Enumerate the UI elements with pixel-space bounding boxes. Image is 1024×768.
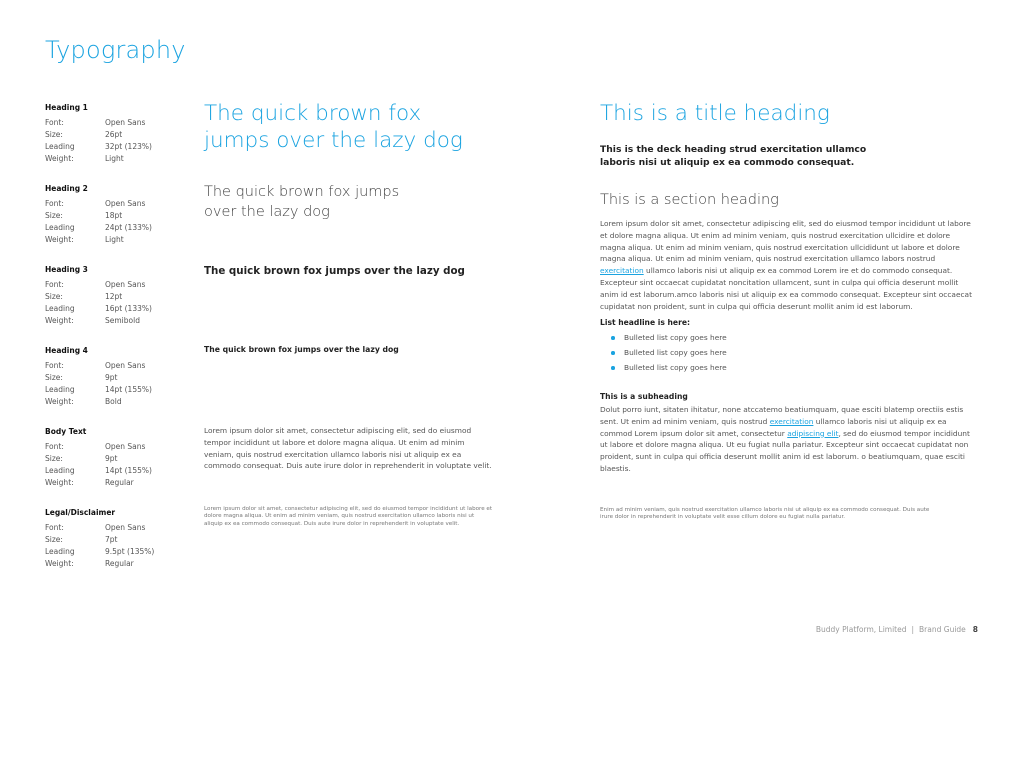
subheading: This is a subheading: [600, 392, 688, 401]
body-text-segment: ullamco laboris nisi ut aliquip ex ea commod Lorem ipsum dolor sit amet, consectetur: [600, 416, 947, 438]
spec-value: 9pt: [105, 373, 118, 382]
spec-value: 7pt: [105, 535, 118, 544]
spec-legal-disclaimer: [45, 508, 195, 570]
spec-name: Heading 1: [45, 103, 88, 112]
spec-value: Light: [105, 235, 124, 244]
spec-font-row: [45, 441, 195, 453]
list-item-text: Bulleted list copy goes here: [624, 348, 727, 357]
heading-1-sample: The quick brown fox jumps over the lazy dog: [204, 101, 463, 153]
bullet-dot-icon: [611, 366, 615, 370]
spec-label: Weight:: [45, 235, 74, 244]
spec-weight-row: [45, 234, 195, 246]
spec-value: Open Sans: [105, 442, 146, 451]
spec-weight-row: [45, 477, 195, 489]
spec-label: Font:: [45, 523, 64, 532]
deck-heading: This is the deck heading strud exercitation ullamco laboris nisi ut aliquip ex ea commodo consequat.: [600, 144, 867, 168]
spec-label: Font:: [45, 361, 64, 370]
spec-heading-2: [45, 184, 195, 246]
spec-label: Size:: [45, 130, 63, 139]
spec-value: Regular: [105, 559, 134, 568]
spec-value: 12pt: [105, 292, 123, 301]
spec-size-row: [45, 453, 195, 465]
spec-name: Heading 2: [45, 184, 88, 193]
body-text-segment: ullamco laboris nisi ut aliquip ex ea commod Lorem ire et do commodo consequat. Excepteur sint occaecat cupidatat noncitation ullamcent, sunt in culpa qui officia deserunt mollit anim id est laborum.amco laboris nisi ut aliquip ex ea commodo consequat. Excepteur sint occaecat cupidatat non proident, sunt in culpa qui officia deserunt mollit anim id est laborum.: [600, 266, 972, 311]
spec-value: Open Sans: [105, 361, 146, 370]
spec-weight-row: [45, 396, 195, 408]
list-item-text: Bulleted list copy goes here: [624, 333, 727, 342]
adipiscing-elit-link[interactable]: adipiscing elit: [787, 428, 839, 438]
spec-value: Light: [105, 154, 124, 163]
title-heading: This is a title heading: [600, 101, 830, 126]
spec-label: Leading: [45, 547, 75, 556]
spec-label: Leading: [45, 304, 75, 313]
spec-value: 14pt (155%): [105, 385, 152, 394]
list-item: [600, 330, 972, 345]
spec-label: Weight:: [45, 316, 74, 325]
list-item: [600, 360, 972, 375]
spec-body-text: [45, 427, 195, 489]
spec-value: Open Sans: [105, 199, 146, 208]
section-body-text: [600, 218, 972, 312]
spec-value: 18pt: [105, 211, 123, 220]
footer-separator: |: [911, 625, 915, 634]
heading-3-sample: The quick brown fox jumps over the lazy dog: [204, 265, 465, 277]
spec-label: Font:: [45, 199, 64, 208]
exercitation-link[interactable]: exercitation: [769, 416, 814, 426]
spec-leading-row: [45, 303, 195, 315]
spec-label: Leading: [45, 223, 75, 232]
spec-weight-row: [45, 558, 195, 570]
spec-value: 24pt (133%): [105, 223, 152, 232]
spec-heading-3: [45, 265, 195, 327]
spec-leading-row: [45, 222, 195, 234]
example-legal-text: Enim ad minim veniam, quis nostrud exercitation ullamco laboris nisi ut aliquip ex ea commodo consequat. Duis aute irure dolor in reprehenderit in voluptate velit esse cillum dolore eu fugiat nulla pariatur.: [600, 507, 930, 521]
exercitation-link[interactable]: exercitation: [600, 266, 644, 276]
spec-value: 26pt: [105, 130, 123, 139]
spec-label: Weight:: [45, 559, 74, 568]
spec-name: Heading 4: [45, 346, 88, 355]
spec-leading-row: [45, 384, 195, 396]
subheading-body-text: [600, 404, 972, 475]
spec-label: Size:: [45, 535, 63, 544]
spec-value: Regular: [105, 478, 134, 487]
body-text-segment: Dolut porro iunt, sitaten ihitatur, none atccatemo beatiumquam, quae esciti blatemp orectiis estis sent. Ut enim ad minim veniam, quis nostrud: [600, 405, 964, 426]
spec-value: Bold: [105, 397, 122, 406]
spec-heading-4: [45, 346, 195, 408]
list-item: [600, 345, 972, 360]
spec-name: Heading 3: [45, 265, 88, 274]
footer-guide-name: Brand Guide: [919, 625, 966, 634]
heading-4-sample: The quick brown fox jumps over the lazy dog: [204, 345, 399, 354]
spec-heading-1: [45, 103, 195, 165]
spec-label: Weight:: [45, 397, 74, 406]
spec-label: Font:: [45, 442, 64, 451]
heading-2-sample: The quick brown fox jumps over the lazy dog: [204, 184, 400, 220]
spec-name: Legal/Disclaimer: [45, 508, 116, 517]
page-number: 8: [972, 625, 978, 634]
spec-label: Leading: [45, 385, 75, 394]
spec-value: 9pt: [105, 454, 118, 463]
spec-size-row: [45, 291, 195, 303]
spec-size-row: [45, 129, 195, 141]
section-heading: This is a section heading: [600, 192, 779, 208]
spec-label: Size:: [45, 211, 63, 220]
spec-label: Weight:: [45, 478, 74, 487]
spec-size-row: [45, 372, 195, 384]
spec-value: Semibold: [105, 316, 140, 325]
spec-font-row: [45, 360, 195, 372]
spec-weight-row: [45, 153, 195, 165]
list-headline: List headline is here:: [600, 318, 691, 327]
legal-disclaimer-sample: Lorem ipsum dolor sit amet, consectetur adipiscing elit, sed do eiusmod tempor incididunt ut labore et dolore magna aliqua. Ut enim ad minim veniam, quis nostrud exercitation ullamco laboris nisi ut aliquip ex ea commodo consequat. Duis aute irure dolor in reprehenderit in voluptate velit.: [204, 506, 493, 527]
spec-label: Size:: [45, 454, 63, 463]
spec-size-row: [45, 534, 195, 546]
spec-font-row: [45, 198, 195, 210]
spec-name: Body Text: [45, 427, 87, 436]
spec-label: Size:: [45, 292, 63, 301]
spec-value: Open Sans: [105, 523, 146, 532]
spec-font-row: [45, 522, 195, 534]
spec-label: Weight:: [45, 154, 74, 163]
spec-value: 32pt (123%): [105, 142, 152, 151]
spec-leading-row: [45, 546, 195, 558]
spec-font-row: [45, 117, 195, 129]
spec-label: Size:: [45, 373, 63, 382]
spec-leading-row: [45, 465, 195, 477]
footer-company: Buddy Platform, Limited: [815, 625, 907, 634]
spec-label: Leading: [45, 466, 75, 475]
bullet-dot-icon: [611, 336, 615, 340]
spec-size-row: [45, 210, 195, 222]
spec-label: Leading: [45, 142, 75, 151]
spec-font-row: [45, 279, 195, 291]
spec-value: Open Sans: [105, 118, 146, 127]
spec-weight-row: [45, 315, 195, 327]
bullet-dot-icon: [611, 351, 615, 355]
body-text-segment: , sed do eiusmod tempor incididunt ut labore et dolore magna aliqua. Ut eu fugiat nulla pariatur. Excepteur sint occaecat cupidatat non proident, sunt in culpa qui officia deserunt mollit anim id est laborum. o beatiumquam, quae esciti blaestis.: [600, 428, 970, 473]
spec-value: 16pt (133%): [105, 304, 152, 313]
spec-value: 9.5pt (135%): [105, 547, 155, 556]
spec-value: Open Sans: [105, 280, 146, 289]
body-text-segment: Lorem ipsum dolor sit amet, consectetur adipiscing elit, sed do eiusmod tempor incididunt ut labore et dolore magna aliqua. Ut enim ad minim veniam, quis nostrud exercitation ullcidire et dolore magna aliqua. Ut enim ad minim veniam, quis nostrud exercitation ullcididunt ut labore et dolore magna aliqua. Ut enim ad minim veniam, quis nostrud exercitation ullamco labors nostrud: [600, 219, 971, 264]
page-title: Typography: [45, 36, 186, 64]
spec-label: Font:: [45, 118, 64, 127]
spec-leading-row: [45, 141, 195, 153]
spec-label: Font:: [45, 280, 64, 289]
spec-value: 14pt (155%): [105, 466, 152, 475]
body-text-sample: Lorem ipsum dolor sit amet, consectetur adipiscing elit, sed do eiusmod tempor incididunt ut labore et dolore magna aliqua. Ut enim ad minim veniam, quis nostrud exercitation ullamco laboris nisi ut aliquip ex ea commodo consequat. Duis aute irure dolor in reprehenderit in voluptate velit.: [204, 426, 492, 471]
page-footer: [816, 625, 978, 634]
bulleted-list: [600, 330, 972, 375]
list-item-text: Bulleted list copy goes here: [624, 363, 727, 372]
